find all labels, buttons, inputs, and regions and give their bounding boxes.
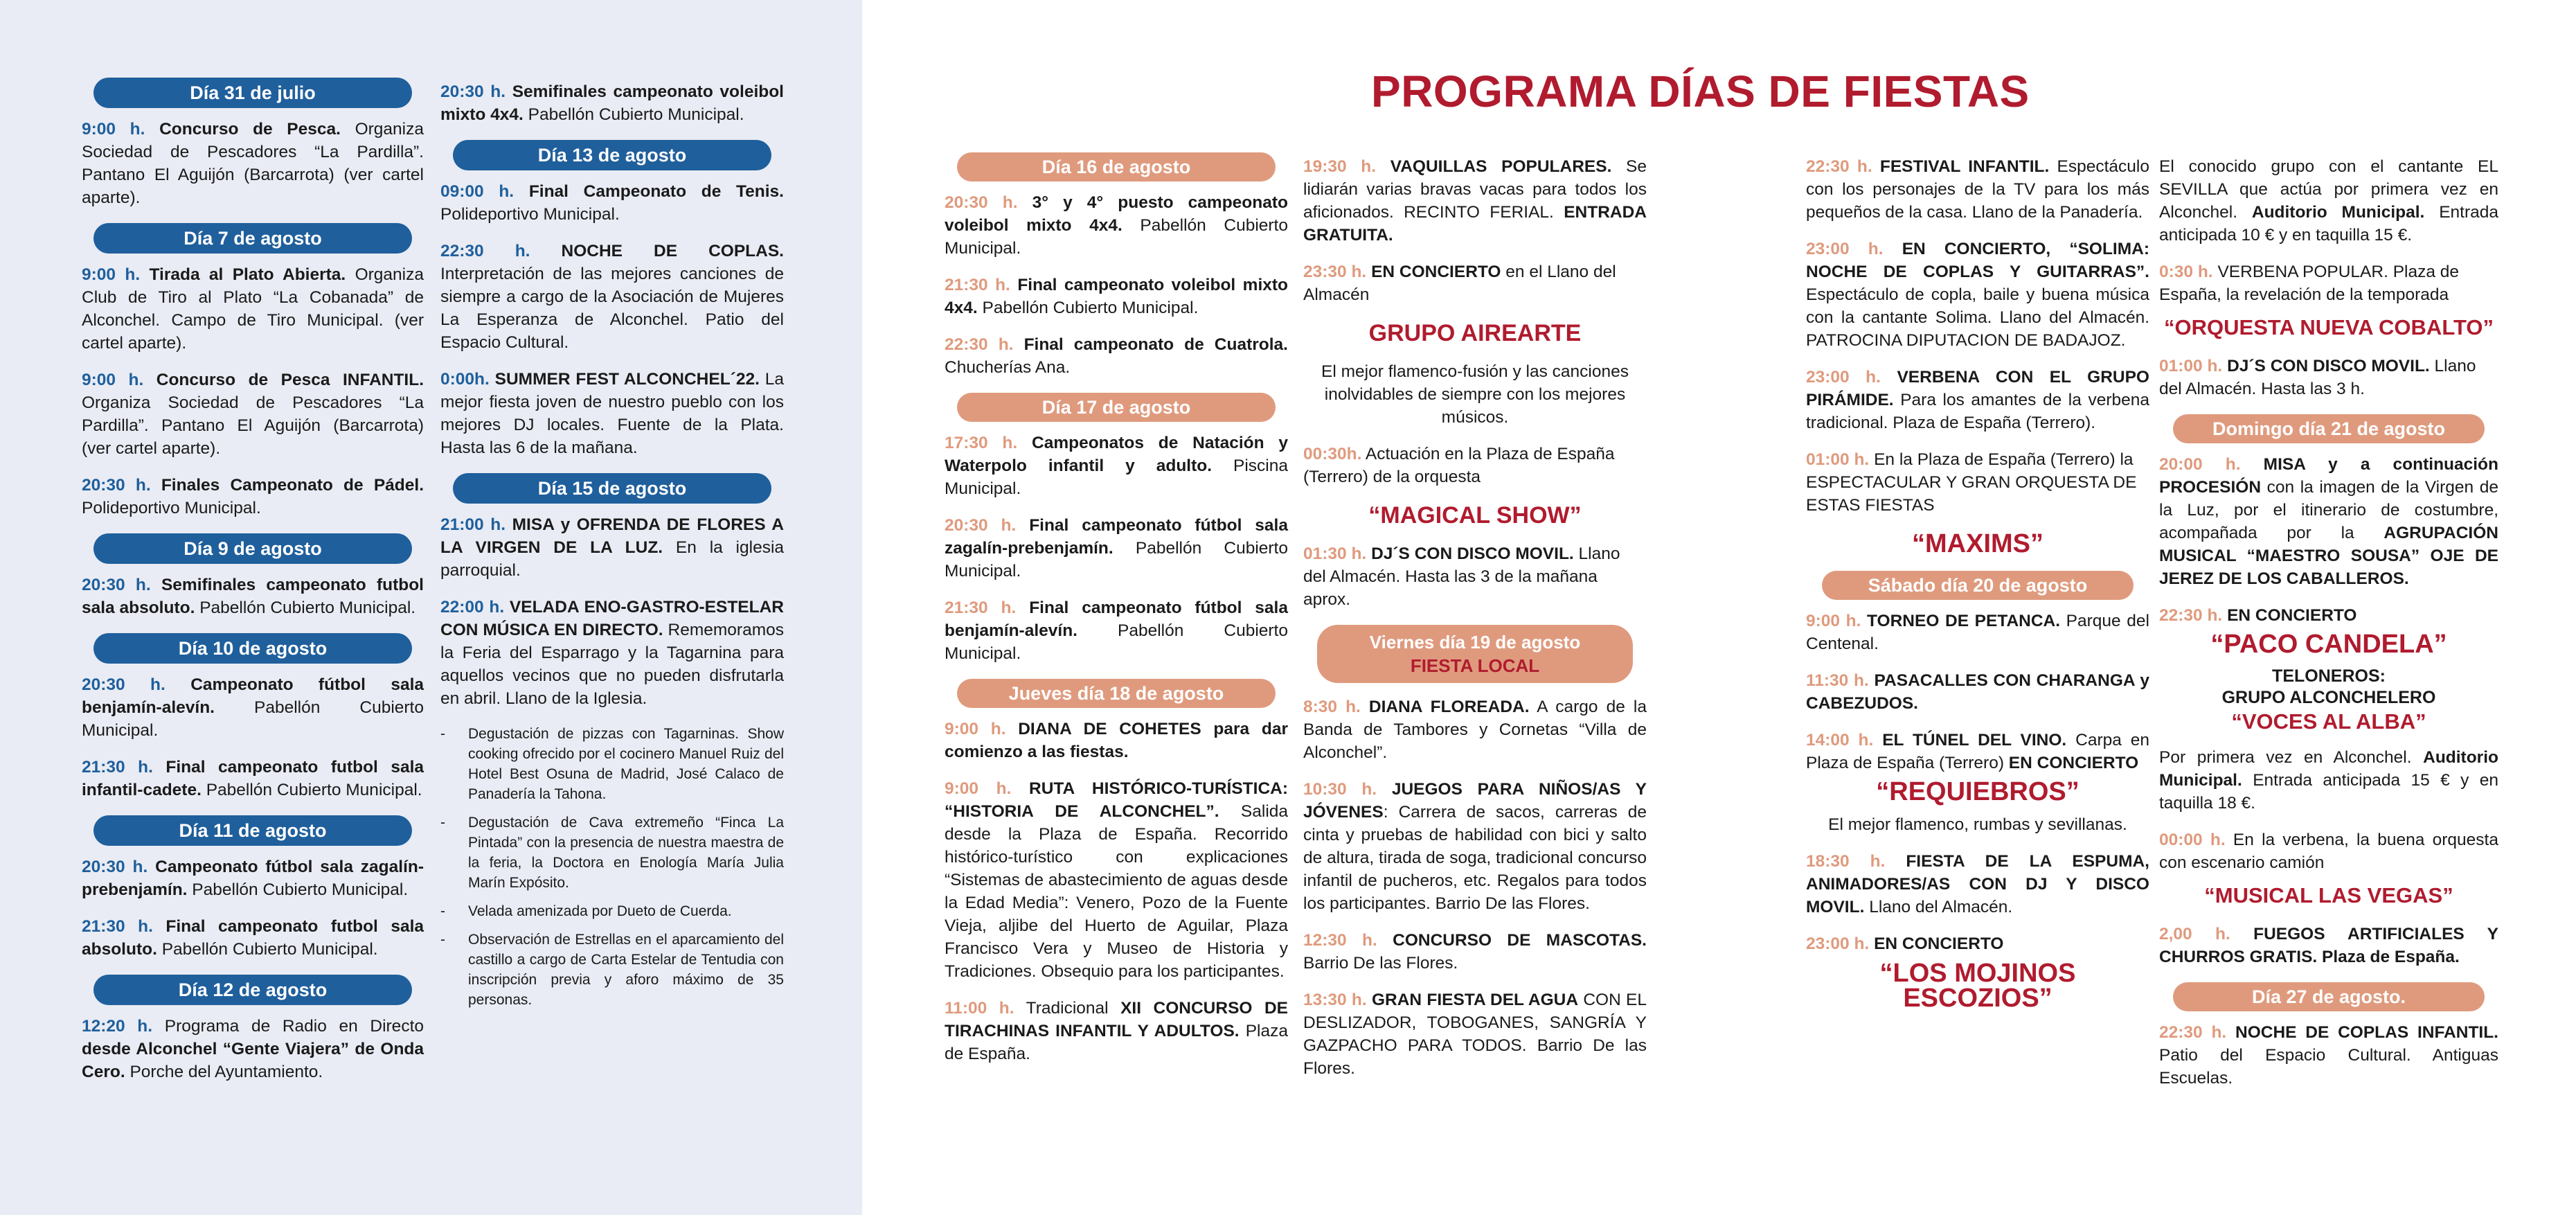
openers-group: GRUPO ALCONCHELERO xyxy=(2221,688,2436,707)
event: 17:30 h. Campeonatos de Natación y Waterpolo infantil y adulto. Piscina Municipal. xyxy=(945,434,1289,498)
artist-name: GRUPO AIREARTE xyxy=(1368,320,1582,346)
event: 09:00 h. Final Campeonato de Tenis. Polideportivo Municipal. xyxy=(440,182,784,224)
event: 11:30 h. PASACALLES CON CHARANGA y CABEZUDOS. xyxy=(1806,671,2149,713)
event: 23:00 h. EN CONCIERTO xyxy=(1806,934,2004,953)
date-header: Día 9 de agosto xyxy=(93,533,412,564)
event: 01:30 h. DJ´S CON DISCO MOVIL. Llano del Almacén. Hasta las 3 de la mañana aprox. xyxy=(1303,544,1620,609)
artist-name: “MAXIMS” xyxy=(1912,529,2043,558)
event: 22:30 h. Final campeonato de Cuatrola. Chucherías Ana. xyxy=(945,335,1288,377)
event: 22:30 h. NOCHE DE COPLAS. Interpretación de las mejores canciones de siempre a cargo de la Asociación de Mujeres La Esperanza de Alconchel. Patio del Espacio Cultural. xyxy=(440,242,784,352)
event: 00:30h. Actuación en la Plaza de España (Terrero) de la orquesta xyxy=(1303,445,1615,486)
event: 23:00 h. EN CONCIERTO, “SOLIMA: NOCHE DE COPLAS Y GUITARRAS”. Espectáculo de copla, baile y buena música con la cantante Solima. Llano del Almacén. PATROCINA DIPUTACION DE BADAJOZ. xyxy=(1806,240,2149,350)
event: 21:30 h. Final campeonato voleibol mixto 4x4. Pabellón Cubierto Municipal. xyxy=(945,276,1288,317)
event: 9:00 h. Concurso de Pesca INFANTIL. Organiza Sociedad de Pescadores “La Pardilla”. Pantano El Aguijón (Barcarrota) (ver cartel aparte). xyxy=(82,371,424,458)
event: 13:30 h. GRAN FIESTA DEL AGUA CON EL DESLIZADOR, TOBOGANES, SANGRÍA Y GAZPACHO PARA TODOS. Barrio De las Flores. xyxy=(1303,991,1647,1078)
artist-description: El mejor flamenco, rumbas y sevillanas. xyxy=(1828,815,2127,834)
event: 0:00h. SUMMER FEST ALCONCHEL´22. La mejor fiesta joven de nuestro pueblo con los mejores DJ locales. Fuente de la Plata. Hasta las 6 de la mañana. xyxy=(440,370,784,457)
event: 21:00 h. MISA y OFRENDA DE FLORES A LA VIRGEN DE LA LUZ. En la iglesia parroquial. xyxy=(440,515,785,580)
event: 11:00 h. Tradicional XII CONCURSO DE TIRACHINAS INFANTIL Y ADULTOS. Plaza de España. xyxy=(945,999,1289,1063)
artist-name: “ORQUESTA NUEVA COBALTO” xyxy=(2164,315,2494,339)
date-header: Día 27 de agosto. xyxy=(2173,982,2485,1011)
event: 21:30 h. Final campeonato futbol sala infantil-cadete. Pabellón Cubierto Municipal. xyxy=(82,758,424,799)
column-3 xyxy=(945,152,1288,1079)
date-header: Domingo día 21 de agosto xyxy=(2173,414,2485,443)
event: 23:30 h. EN CONCIERTO en el Llano del Almacén xyxy=(1303,263,1616,304)
artist-name: “PACO CANDELA” xyxy=(2210,630,2447,659)
event: 01:00 h. DJ´S CON DISCO MOVIL. Llano del Almacén. Hasta las 3 h. xyxy=(2159,357,2476,398)
date-header xyxy=(1317,625,1633,683)
date-header: Día 13 de agosto xyxy=(453,140,771,170)
event: 20:30 h. Campeonato fútbol sala benjamín-alevín. Pabellón Cubierto Municipal. xyxy=(82,675,424,740)
date-header: Día 17 de agosto xyxy=(957,393,1276,422)
event: 12:20 h. Programa de Radio en Directo desde Alconchel “Gente Viajera” de Onda Cero. Porche del Ayuntamiento. xyxy=(82,1017,424,1081)
artist-name: “VOCES AL ALBA” xyxy=(2231,709,2426,734)
event: 20:30 h. Campeonato fútbol sala zagalín-prebenjamín. Pabellón Cubierto Municipal. xyxy=(82,858,424,899)
column-4 xyxy=(1303,155,1647,1094)
date-header: Día 31 de julio xyxy=(93,78,412,108)
column-6 xyxy=(2159,155,2498,1103)
event: 20:00 h. MISA y a continuación PROCESIÓN con la imagen de la Virgen de la Luz, por el itinerario de costumbre, acompañada por la AGRUPACIÓN MUSICAL “MAESTRO SOUSA” OJE DE JEREZ DE LOS CABALLEROS. xyxy=(2159,455,2499,588)
artist-description: El mejor flamenco-fusión y las canciones inolvidables de siempre con los mejores músicos. xyxy=(1321,362,1629,427)
event: 19:30 h. VAQUILLAS POPULARES. Se lidiarán varias bravas vacas para todos los aficionados. RECINTO FERIAL. ENTRADA GRATUITA. xyxy=(1303,157,1647,245)
artist-name: “MAGICAL SHOW” xyxy=(1368,502,1582,529)
event: 9:00 h. RUTA HISTÓRICO-TURÍSTICA: “HISTORIA DE ALCONCHEL”. Salida desde la Plaza de España. Recorrido histórico-turístico con explicaciones “Sistemas de abastecimiento de aguas desde la Edad Media”: Venero, Pozo de la Fuente Vieja, aljibe del Huerto de Aguilar, Plaza Francisco Vera y Museo de Historia y Tradiciones. Obsequio para los participantes. xyxy=(945,779,1289,981)
event: 10:30 h. JUEGOS PARA NIÑOS/AS Y JÓVENES: Carrera de sacos, carreras de cinta y pruebas de habilidad con bici y salto de altura, tirada de soga, tradicional concurso infantil de pucheros, etc. Regalos para todos los participantes. Barrio De las Flores. xyxy=(1303,780,1647,913)
event: 12:30 h. CONCURSO DE MASCOTAS. Barrio De las Flores. xyxy=(1303,931,1647,973)
event: 20:30 h. Finales Campeonato de Pádel. Polideportivo Municipal. xyxy=(82,476,424,517)
artist-name: “REQUIEBROS” xyxy=(1876,777,2079,806)
event: 20:30 h. Final campeonato fútbol sala zagalín-prebenjamín. Pabellón Cubierto Municipal. xyxy=(945,516,1288,580)
event: 01:00 h. En la Plaza de España (Terrero) la ESPECTACULAR Y GRAN ORQUESTA DE ESTAS FIESTAS xyxy=(1806,450,2137,515)
page-title: PROGRAMA DÍAS DE FIESTAS xyxy=(1371,66,2030,116)
openers-label: TELONEROS: xyxy=(2272,666,2386,686)
event: 18:30 h. FIESTA DE LA ESPUMA, ANIMADORES/AS CON DJ Y DISCO MOVIL. Llano del Almacén. xyxy=(1806,852,2149,916)
list-item: - Observación de Estrellas en el aparcamiento del castillo a cargo de Carta Estelar de Tentudia con inscripción previa y aforo máximo de 35 personas. xyxy=(468,930,784,1010)
column-5 xyxy=(1806,155,2149,1011)
date-header: Día 15 de agosto xyxy=(453,473,771,504)
event: 23:00 h. VERBENA CON EL GRUPO PIRÁMIDE. Para los amantes de la verbena tradicional. Plaza de España (Terrero). xyxy=(1806,368,2149,432)
column-2 xyxy=(440,80,784,1018)
date-header: Día 7 de agosto xyxy=(93,223,412,254)
date-header: Día 10 de agosto xyxy=(93,633,412,664)
event: 22:30 h. EN CONCIERTO xyxy=(2159,606,2357,625)
event: 9:00 h. TORNEO DE PETANCA. Parque del Centenal. xyxy=(1806,612,2149,653)
event: 9:00 h. Tirada al Plato Abierta. Organiza Club de Tiro al Plato “La Cobanada” de Alconchel. Campo de Tiro Municipal. (ver cartel aparte). xyxy=(82,265,424,353)
date-header: Sábado día 20 de agosto xyxy=(1822,571,2134,600)
event: 14:00 h. EL TÚNEL DEL VINO. Carpa en Plaza de España (Terrero) EN CONCIERTO xyxy=(1806,731,2149,772)
event: Por primera vez en Alconchel. Auditorio Municipal. Entrada anticipada 15 € y en taquilla 18 €. xyxy=(2159,748,2498,813)
event: El conocido grupo con el cantante EL SEVILLA que actúa por primera vez en Alconchel. Auditorio Municipal. Entrada anticipada 10 € y en taquilla 15 €. xyxy=(2159,157,2498,245)
list-item: - Velada amenizada por Dueto de Cuerda. xyxy=(468,901,784,921)
artist-name: “LOS MOJINOS ESCOZIOS” xyxy=(1879,959,2076,1013)
event: 9:00 h. DIANA DE COHETES para dar comienzo a las fiestas. xyxy=(945,720,1289,761)
event: 20:30 h. Semifinales campeonato voleibol mixto 4x4. Pabellón Cubierto Municipal. xyxy=(440,82,784,124)
event: 8:30 h. DIANA FLOREADA. A cargo de la Banda de Tambores y Cornetas “Villa de Alconchel”. xyxy=(1303,698,1647,762)
event: 2,00 h. FUEGOS ARTIFICIALES Y CHURROS GRATIS. Plaza de España. xyxy=(2159,925,2498,966)
list-item: - Degustación de Cava extremeño “Finca La Pintada” con la presencia de nuestra maestra de la feria, la Doctora en Enología María Julia Marín Expósito. xyxy=(468,813,784,893)
event: 20:30 h. 3° y 4° puesto campeonato voleibol mixto 4x4. Pabellón Cubierto Municipal. xyxy=(945,193,1288,258)
event: 22:30 h. FESTIVAL INFANTIL. Espectáculo con los personajes de la TV para los más pequeños de la casa. Llano de la Panadería. xyxy=(1806,157,2149,222)
event: 22:00 h. VELADA ENO-GASTRO-ESTELAR CON MÚSICA EN DIRECTO. Rememoramos la Feria del Esparrago y la Tagarnina para aquellos vecinos que no pueden disfrutarla en abril. Llano de la Iglesia. xyxy=(440,598,785,708)
event: 21:30 h. Final campeonato futbol sala absoluto. Pabellón Cubierto Municipal. xyxy=(82,917,424,959)
bullet-list xyxy=(440,724,784,1010)
event: 0:30 h. VERBENA POPULAR. Plaza de España, la revelación de la temporada xyxy=(2159,263,2460,304)
date-label: Viernes día 19 de agosto xyxy=(1369,632,1581,653)
list-item: - Degustación de pizzas con Tagarninas. Show cooking ofrecido por el cocinero Manuel Ruiz del Hotel Best Osuna de Madrid, José Calaco de Panadería la Tahona. xyxy=(468,724,784,804)
column-1 xyxy=(82,78,424,1097)
date-header: Día 11 de agosto xyxy=(93,815,412,846)
event: 20:30 h. Semifinales campeonato futbol sala absoluto. Pabellón Cubierto Municipal. xyxy=(82,576,424,617)
event: 9:00 h. Concurso de Pesca. Organiza Sociedad de Pescadores “La Pardilla”. Pantano El Aguijón (Barcarrota) (ver cartel aparte). xyxy=(82,120,424,207)
event: 22:30 h. NOCHE DE COPLAS INFANTIL. Patio del Espacio Cultural. Antiguas Escuelas. xyxy=(2159,1023,2498,1088)
date-header: Día 12 de agosto xyxy=(93,975,412,1005)
artist-name: “MUSICAL LAS VEGAS” xyxy=(2204,883,2453,907)
event: 21:30 h. Final campeonato fútbol sala benjamín-alevín. Pabellón Cubierto Municipal. xyxy=(945,598,1288,663)
event: 00:00 h. En la verbena, la buena orquesta con escenario camión xyxy=(2159,831,2498,872)
date-header: Jueves día 18 de agosto xyxy=(957,679,1276,708)
local-holiday-label: FIESTA LOCAL xyxy=(1410,655,1540,676)
date-header: Día 16 de agosto xyxy=(957,152,1276,181)
